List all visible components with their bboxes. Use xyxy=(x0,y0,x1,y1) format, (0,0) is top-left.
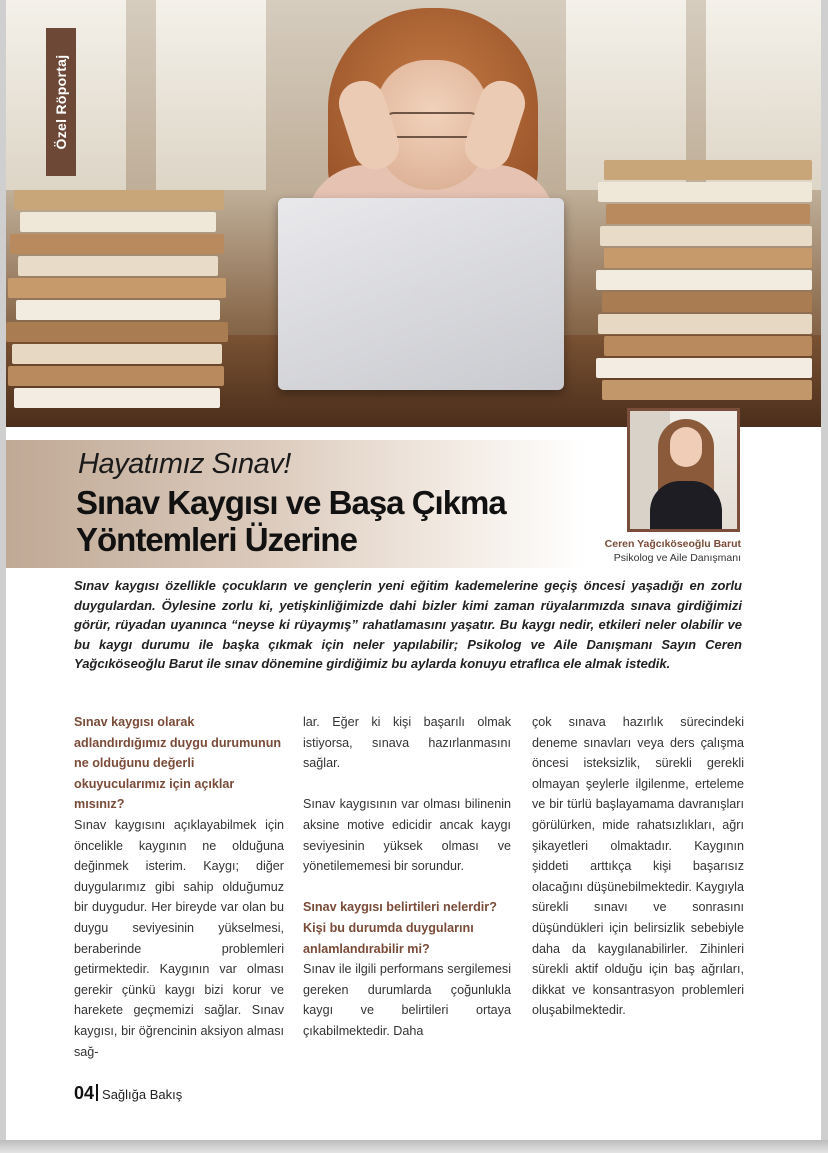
book xyxy=(596,270,812,290)
book xyxy=(604,160,812,180)
book xyxy=(14,190,224,210)
book xyxy=(604,336,812,356)
book xyxy=(600,226,812,246)
book xyxy=(8,366,224,386)
paragraph: çok sınava hazırlık sürecindeki deneme sınavları veya ders çalışma öncesi isteksizlik, sürekli gerekli olmayan şeylerle ilgilenme, erteleme ve bir türlü başlayamama davranışları görülürken, mide rahatsızlıkları, ağrı şikayetleri olmaktadır. Kaygının şiddeti arttıkça kişi başarısız olacağını düşünebilmektedir. Kaygıyla sürekli sınavı ve sonrasını düşündükleri için belirsizlik sebebiyle daha da kaygılanabilirler. Zihinleri sürekli aktif olduğu için baş ağrıları, dikkat ve konsantrasyon problemleri oluşabilmektedir. xyxy=(532,715,744,1018)
magazine-name: Sağlığa Bakış xyxy=(102,1087,183,1102)
book xyxy=(6,322,228,342)
interview-question: Sınav kaygısı olarak adlandırdığımız duygu durumunun ne olduğunu değerli okuyucularımız için açıklar mısınız? xyxy=(74,715,282,812)
book xyxy=(602,380,812,400)
book xyxy=(602,292,812,312)
book xyxy=(606,204,810,224)
section-tag-label: Özel Röportaj xyxy=(53,54,69,150)
hero-photo xyxy=(6,0,821,427)
paragraph: Sınav kaygısının var olması bilinenin aksine motive edicidir ancak kaygı seviyesinin yüksek olması ve yönetilememesi bir sorundur. xyxy=(303,797,511,874)
portrait-body xyxy=(650,481,722,532)
footer-divider xyxy=(96,1084,98,1101)
book xyxy=(8,278,226,298)
interview-answer: Sınav ile ilgili performans sergilemesi gereken durumlarda çoğunlukla kaygı ve belirtileri ortaya çıkabilmektedir. Daha xyxy=(303,962,511,1038)
interview-answer: Sınav kaygısını açıklayabilmek için öncelikle kaygının ne olduğuna değinmek isterim. Kaygı; diğer duygularımız gibi sahip olduğumuz bir duygudur. Her bireyde var olan bu duygu seviyesinin yükselmesi, beraberinde problemleri getirmektedir. Kaygının var olması gerekir çünkü kaygı bizi korur ve harekete geçmemizi sağlar. Sınav kaygısı, bir öğrencinin aksiyon alması sağ- xyxy=(74,817,284,1059)
article-column-3 xyxy=(532,712,744,1021)
paragraph: lar. Eğer ki kişi başarılı olmak istiyorsa, sınava hazırlanmasını sağlar. xyxy=(303,715,511,771)
article-intro: Sınav kaygısı özellikle çocukların ve gençlerin yeni eğitim kademelerine geçiş öncesi yaşadığı en zorlu duygulardan. Öylesine zorlu ki, yetişkinliğimizde dahi bizler kimi zaman rüyalarımızda sınava girdiğimizi görür, rüyadan uyanınca “neyse ki rüyaymış” rahatlamasını yaşatır. Bu kaygı nedir, etkileri neler olabilir ve bu kaygı durumu ile başka çıkmak için neler yapılabilir; Psikolog ve Aile Danışmanı Sayın Ceren Yağcıköseoğlu Barut ile sınav dönemine girdiğimiz bu aylarda konuyu etraflıca ele almak istedik. xyxy=(74,578,742,671)
article-column-2 xyxy=(303,712,511,1042)
book xyxy=(16,300,220,320)
author-name: Ceren Yağcıköseoğlu Barut xyxy=(604,538,741,550)
author-role: Psikolog ve Aile Danışmanı xyxy=(613,552,741,564)
magazine-page xyxy=(6,0,821,1140)
section-tag xyxy=(46,28,76,176)
page-footer xyxy=(74,1083,182,1104)
interview-question: Sınav kaygısı belirtileri nelerdir? Kişi bu durumda duygularını anlamlandırabilir mi? xyxy=(303,900,497,956)
book xyxy=(18,256,218,276)
book xyxy=(20,212,216,232)
book xyxy=(14,388,220,408)
laptop xyxy=(278,198,564,390)
page-shadow xyxy=(0,1140,828,1153)
article-column-1 xyxy=(74,712,284,1062)
book xyxy=(604,248,812,268)
book xyxy=(10,234,224,254)
background-window xyxy=(156,0,266,190)
article-headline: Sınav Kaygısı ve Başa Çıkma Yöntemleri Üzerine xyxy=(76,484,506,558)
laptop-logo-icon xyxy=(411,284,431,304)
glasses-icon xyxy=(384,112,480,138)
page-number: 04 xyxy=(74,1083,95,1103)
article-kicker: Hayatımız Sınav! xyxy=(78,448,291,480)
author-portrait xyxy=(627,408,740,532)
book xyxy=(598,182,812,202)
book xyxy=(596,358,812,378)
book xyxy=(598,314,812,334)
book xyxy=(12,344,222,364)
portrait-face xyxy=(670,427,702,467)
